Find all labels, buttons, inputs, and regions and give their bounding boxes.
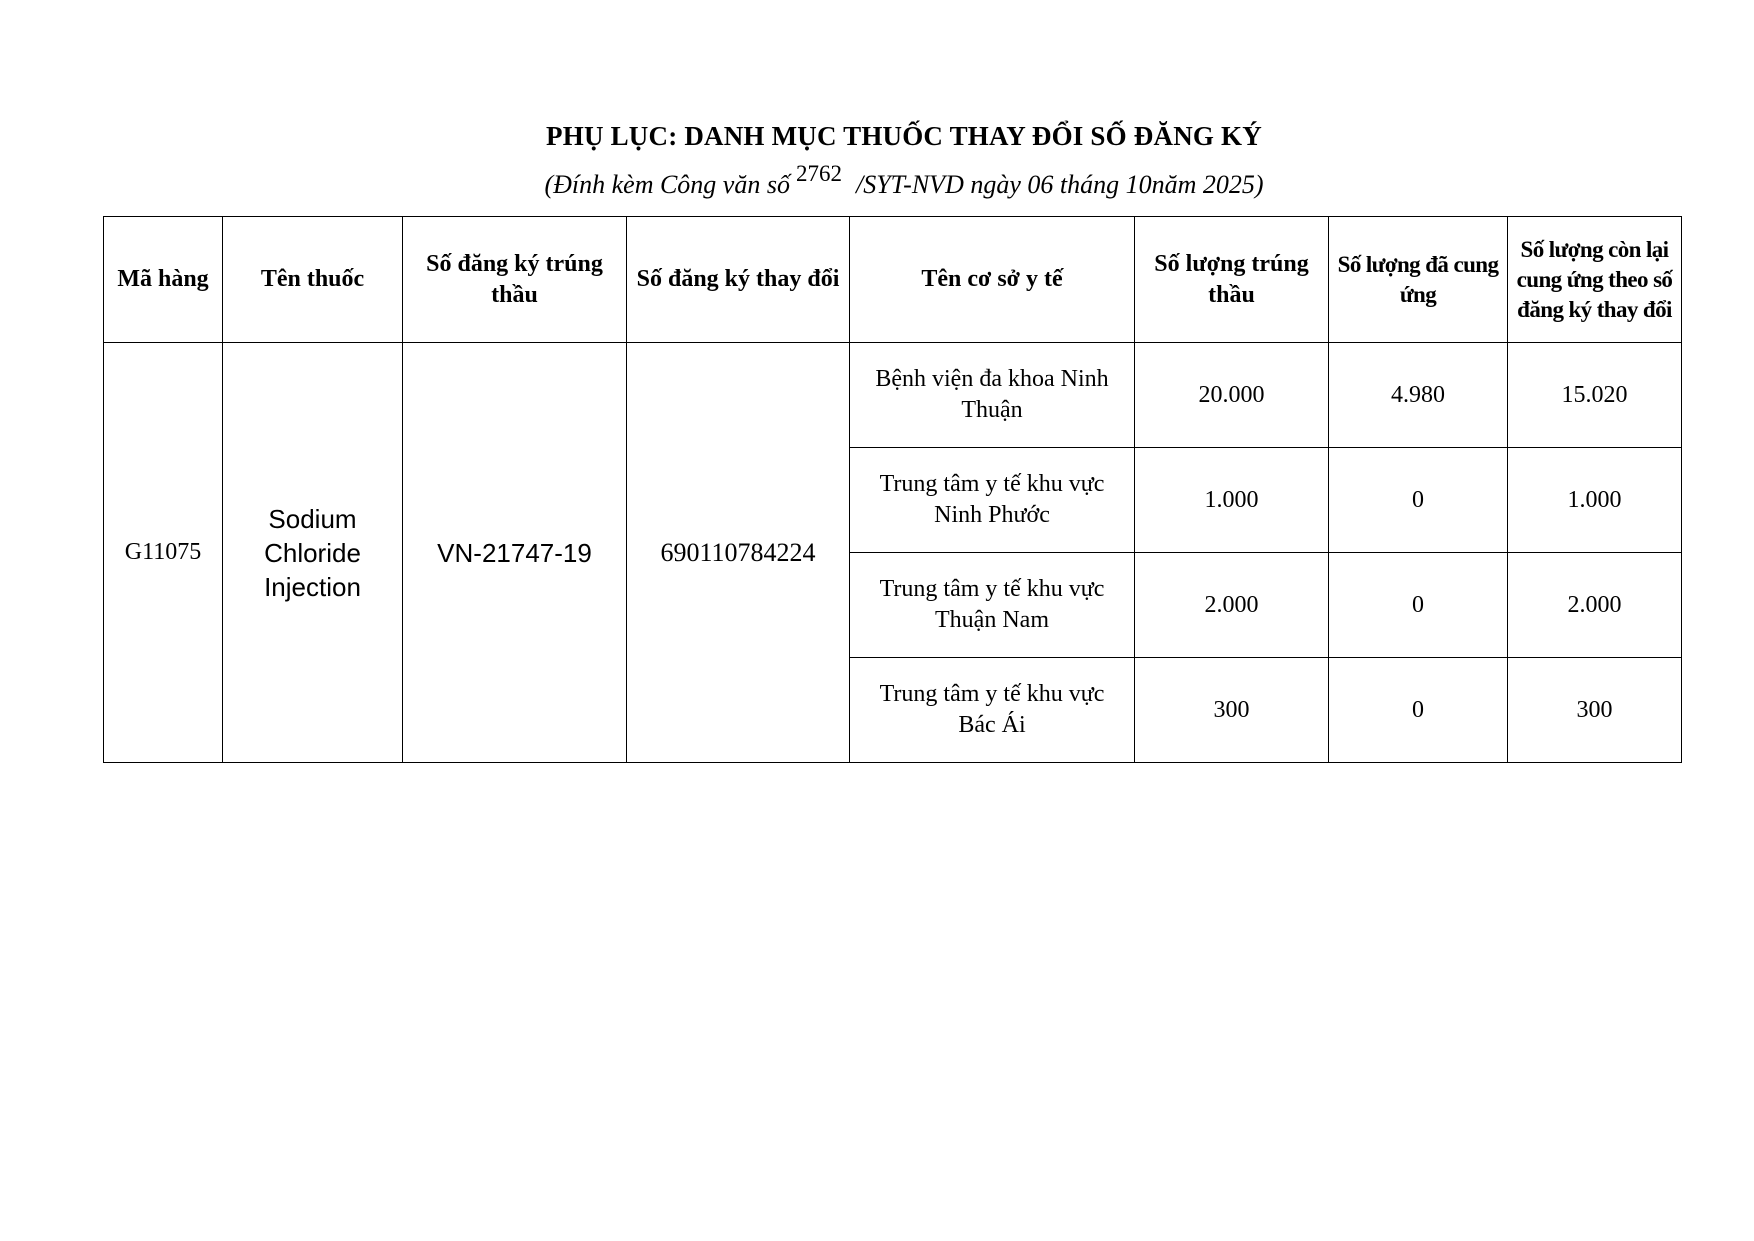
header-ten-co-so: Tên cơ sở y tế <box>850 217 1135 343</box>
cell-so-luong-da-cung-ung: 0 <box>1329 658 1508 763</box>
cell-ten-co-so: Trung tâm y tế khu vực Thuận Nam <box>850 553 1135 658</box>
cell-so-luong-con-lai: 1.000 <box>1508 448 1682 553</box>
document-title: PHỤ LỤC: DANH MỤC THUỐC THAY ĐỔI SỐ ĐĂNG KÝ <box>546 121 1262 151</box>
cell-ten-co-so: Trung tâm y tế khu vực Bác Ái <box>850 658 1135 763</box>
document-number: 2762 <box>795 161 842 186</box>
cell-so-luong-trung-thau: 1.000 <box>1135 448 1329 553</box>
header-sdk-trung-thau: Số đăng ký trúng thầu <box>403 217 627 343</box>
header-sdk-thay-doi: Số đăng ký thay đổi <box>627 217 850 343</box>
cell-ma-hang: G11075 <box>104 343 223 763</box>
cell-sdk-trung-thau: VN-21747-19 <box>403 343 627 763</box>
table-row <box>104 343 1682 448</box>
header-so-luong-con-lai: Số lượng còn lại cung ứng theo số đăng ký thay đổi <box>1508 217 1682 343</box>
cell-so-luong-trung-thau: 300 <box>1135 658 1329 763</box>
cell-so-luong-trung-thau: 2.000 <box>1135 553 1329 658</box>
subtitle-prefix: (Đính kèm Công văn số <box>544 170 790 199</box>
cell-ten-thuoc: Sodium Chloride Injection <box>223 343 403 763</box>
header-so-luong-trung-thau: Số lượng trúng thầu <box>1135 217 1329 343</box>
cell-so-luong-da-cung-ung: 4.980 <box>1329 343 1508 448</box>
cell-so-luong-trung-thau: 20.000 <box>1135 343 1329 448</box>
cell-so-luong-da-cung-ung: 0 <box>1329 553 1508 658</box>
cell-ten-co-so: Trung tâm y tế khu vực Ninh Phước <box>850 448 1135 553</box>
header-row <box>104 217 1682 343</box>
header-so-luong-da-cung-ung: Số lượng đã cung ứng <box>1329 217 1508 343</box>
cell-so-luong-con-lai: 300 <box>1508 658 1682 763</box>
cell-so-luong-con-lai: 2.000 <box>1508 553 1682 658</box>
header-ma-hang: Mã hàng <box>104 217 223 343</box>
header-ten-thuoc: Tên thuốc <box>223 217 403 343</box>
cell-so-luong-con-lai: 15.020 <box>1508 343 1682 448</box>
cell-sdk-thay-doi: 690110784224 <box>627 343 850 763</box>
subtitle-suffix: /SYT-NVD ngày 06 tháng 10năm 2025) <box>855 170 1264 199</box>
document-subtitle <box>0 161 1754 203</box>
cell-ten-co-so: Bệnh viện đa khoa Ninh Thuận <box>850 343 1135 448</box>
cell-so-luong-da-cung-ung: 0 <box>1329 448 1508 553</box>
drug-change-table <box>103 216 1682 763</box>
